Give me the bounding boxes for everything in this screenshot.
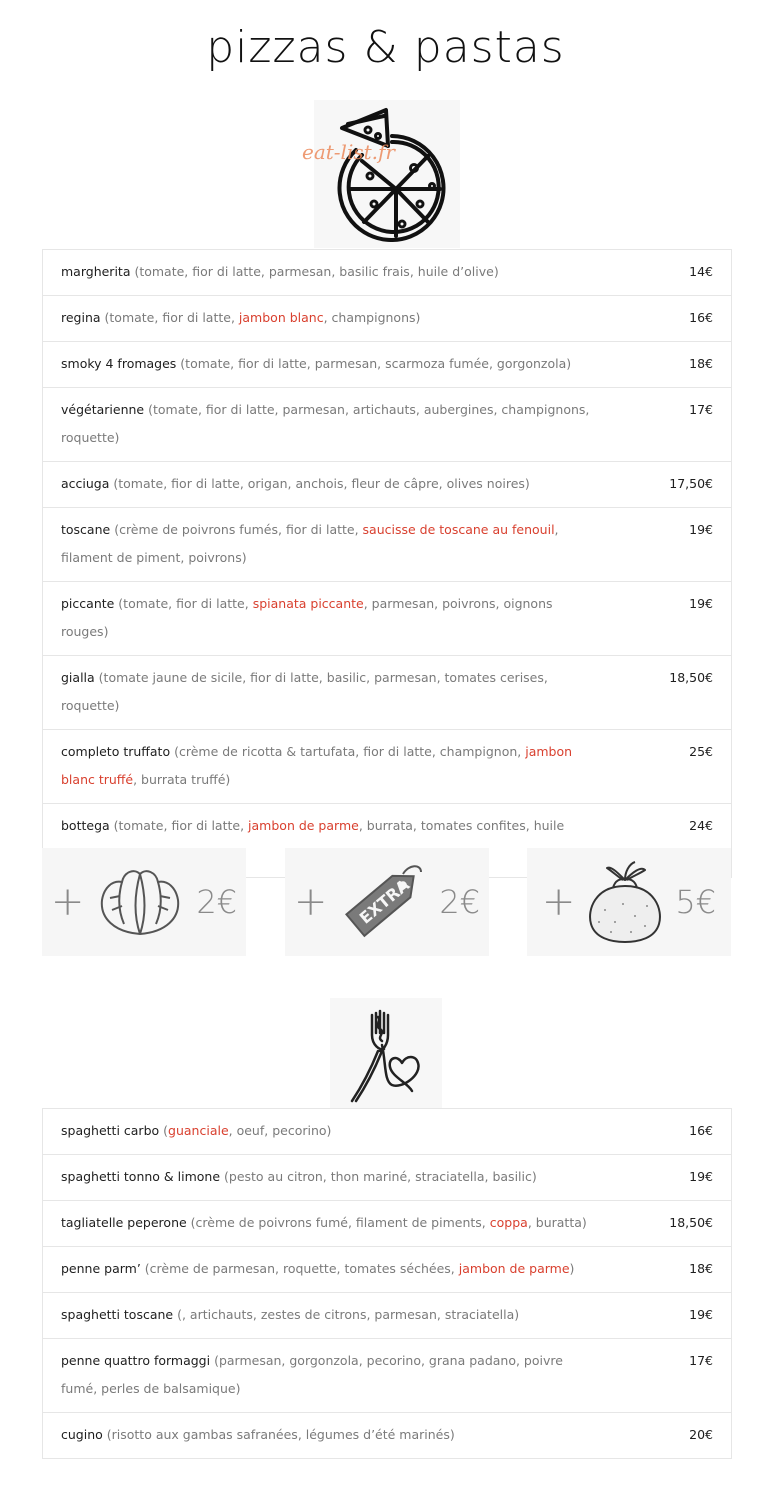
- item-name: gialla: [61, 670, 95, 685]
- burrata-icon: [585, 860, 665, 944]
- item-name: spaghetti carbo: [61, 1123, 160, 1138]
- item-ingredients: (: [159, 1123, 169, 1138]
- plus-sign: +: [293, 879, 328, 925]
- table-row: [43, 1155, 731, 1201]
- item-ingredients: , burrata, tomates confites, huile: [358, 818, 565, 833]
- item-ingredients: (parmesan, gorgonzola, pecorino, grana padano, poivre fumé, perles de balsamique): [61, 1353, 563, 1396]
- item-price: 18,50€: [669, 670, 713, 685]
- extra-topping-salad: [42, 848, 246, 956]
- item-ingredients: (crème de poivrons fumé, filament de piments,: [186, 1215, 490, 1230]
- item-ingredients: , buratta): [527, 1215, 587, 1230]
- item-name: completo truffato: [61, 744, 171, 759]
- item-ingredient-highlight: saucisse de toscane au fenouil: [362, 522, 555, 537]
- item-ingredients: , parmesan, poivrons, oignons rouges): [61, 596, 553, 639]
- table-row: [43, 1339, 731, 1413]
- item-name: végétarienne: [61, 402, 145, 417]
- item-price: 20€: [689, 1427, 713, 1442]
- item-ingredients: (tomate, fior di latte,: [100, 310, 239, 325]
- table-row: [43, 1293, 731, 1339]
- item-price: 16€: [689, 310, 713, 325]
- pasta-fork-icon: [330, 998, 442, 1108]
- item-price: 19€: [689, 1307, 713, 1322]
- item-ingredients: , champignons): [323, 310, 421, 325]
- item-ingredients: (tomate, fior di latte, origan, anchois, fleur de câpre, olives noires): [109, 476, 530, 491]
- item-price: 19€: [689, 1169, 713, 1184]
- item-description: [61, 258, 601, 286]
- table-row: [43, 296, 731, 342]
- watermark: eat-list.fr: [302, 140, 395, 164]
- table-row: [43, 1109, 731, 1155]
- item-ingredients: (, artichauts, zestes de citrons, parmesan, straciatella): [173, 1307, 520, 1322]
- item-ingredients: , oeuf, pecorino): [228, 1123, 332, 1138]
- table-row: [43, 730, 731, 804]
- extra-price: 5€: [675, 883, 717, 921]
- page-title: pizzas & pastas: [206, 22, 565, 73]
- item-price: 16€: [689, 1123, 713, 1138]
- item-description: [61, 470, 601, 498]
- pizza-menu-table: [42, 249, 732, 878]
- item-description: [61, 350, 601, 378]
- item-ingredient-highlight: coppa: [489, 1215, 528, 1230]
- table-row: [43, 1413, 731, 1459]
- item-description: [61, 396, 601, 452]
- item-price: 18€: [689, 1261, 713, 1276]
- item-price: 24€: [689, 818, 713, 833]
- table-row: [43, 656, 731, 730]
- item-name: penne quattro formaggi: [61, 1353, 211, 1368]
- item-ingredients: (crème de parmesan, roquette, tomates séchées,: [140, 1261, 459, 1276]
- pizza-icon: [314, 100, 460, 248]
- table-row: [43, 462, 731, 508]
- item-description: [61, 1255, 601, 1283]
- item-ingredients: (pesto au citron, thon mariné, straciatella, basilic): [220, 1169, 537, 1184]
- item-description: [61, 1163, 601, 1191]
- item-price: 19€: [689, 522, 713, 537]
- extra-topping-extra: [285, 848, 489, 956]
- item-price: 17€: [689, 1353, 713, 1368]
- item-name: regina: [61, 310, 101, 325]
- item-description: [61, 1421, 601, 1449]
- item-price: 19€: [689, 596, 713, 611]
- table-row: [43, 582, 731, 656]
- item-name: spaghetti toscane: [61, 1307, 174, 1322]
- item-ingredients: , filament de piment, poivrons): [61, 522, 559, 565]
- item-ingredients: (tomate, fior di latte,: [109, 818, 249, 833]
- item-name: piccante: [61, 596, 115, 611]
- item-description: [61, 1301, 601, 1329]
- item-ingredients: (tomate, fior di latte,: [114, 596, 253, 611]
- item-ingredients: ): [569, 1261, 575, 1276]
- table-row: [43, 342, 731, 388]
- extra-topping-burrata: [527, 848, 731, 956]
- lettuce-icon: [94, 866, 186, 938]
- item-name: margherita: [61, 264, 131, 279]
- item-price: 17€: [689, 402, 713, 417]
- svg-text:EXTRA: EXTRA: [356, 875, 414, 928]
- item-description: [61, 516, 601, 572]
- item-description: [61, 664, 601, 720]
- item-price: 18,50€: [669, 1215, 713, 1230]
- item-name: cugino: [61, 1427, 103, 1442]
- item-name: spaghetti tonno & limone: [61, 1169, 221, 1184]
- item-price: 18€: [689, 356, 713, 371]
- item-name: bottega: [61, 818, 110, 833]
- item-name: smoky 4 fromages: [61, 356, 177, 371]
- item-ingredients: (crème de poivrons fumés, fior di latte,: [110, 522, 363, 537]
- item-ingredients: (tomate, fior di latte, parmesan, basilic frais, huile d’olive): [130, 264, 499, 279]
- item-price: 14€: [689, 264, 713, 279]
- extra-tag-icon: [337, 860, 429, 944]
- item-price: 25€: [689, 744, 713, 759]
- table-row: [43, 388, 731, 462]
- item-ingredient-highlight: jambon de parme: [248, 818, 359, 833]
- item-ingredients: (tomate jaune de sicile, fior di latte, basilic, parmesan, tomates cerises, roquette): [61, 670, 548, 713]
- item-price: 17,50€: [669, 476, 713, 491]
- table-row: [43, 508, 731, 582]
- item-name: toscane: [61, 522, 111, 537]
- item-ingredients: , burrata truffé): [133, 772, 231, 787]
- extra-price: 2€: [196, 883, 238, 921]
- item-ingredient-highlight: guanciale: [168, 1123, 229, 1138]
- table-row: [43, 250, 731, 296]
- item-ingredients: (risotto aux gambas safranées, légumes d’été marinés): [102, 1427, 455, 1442]
- item-ingredient-highlight: jambon blanc: [238, 310, 324, 325]
- item-description: [61, 1117, 601, 1145]
- table-row: [43, 1201, 731, 1247]
- item-description: [61, 738, 601, 794]
- plus-sign: +: [541, 879, 576, 925]
- item-ingredients: (tomate, fior di latte, parmesan, scarmoza fumée, gorgonzola): [176, 356, 572, 371]
- item-ingredients: (crème de ricotta & tartufata, fior di latte, champignon,: [170, 744, 526, 759]
- extra-price: 2€: [439, 883, 481, 921]
- item-name: penne parm’: [61, 1261, 141, 1276]
- item-name: tagliatelle peperone: [61, 1215, 187, 1230]
- pasta-menu-table: [42, 1108, 732, 1459]
- item-description: [61, 1209, 601, 1237]
- item-ingredient-highlight: jambon blanc truffé: [61, 744, 573, 787]
- item-name: acciuga: [61, 476, 110, 491]
- item-description: [61, 1347, 601, 1403]
- item-ingredients: (tomate, fior di latte, parmesan, artichauts, aubergines, champignons, roquette): [61, 402, 590, 445]
- item-description: [61, 304, 601, 332]
- table-row: [43, 1247, 731, 1293]
- item-ingredient-highlight: spianata piccante: [252, 596, 364, 611]
- plus-sign: +: [50, 879, 85, 925]
- item-description: [61, 590, 601, 646]
- item-ingredient-highlight: jambon de parme: [458, 1261, 570, 1276]
